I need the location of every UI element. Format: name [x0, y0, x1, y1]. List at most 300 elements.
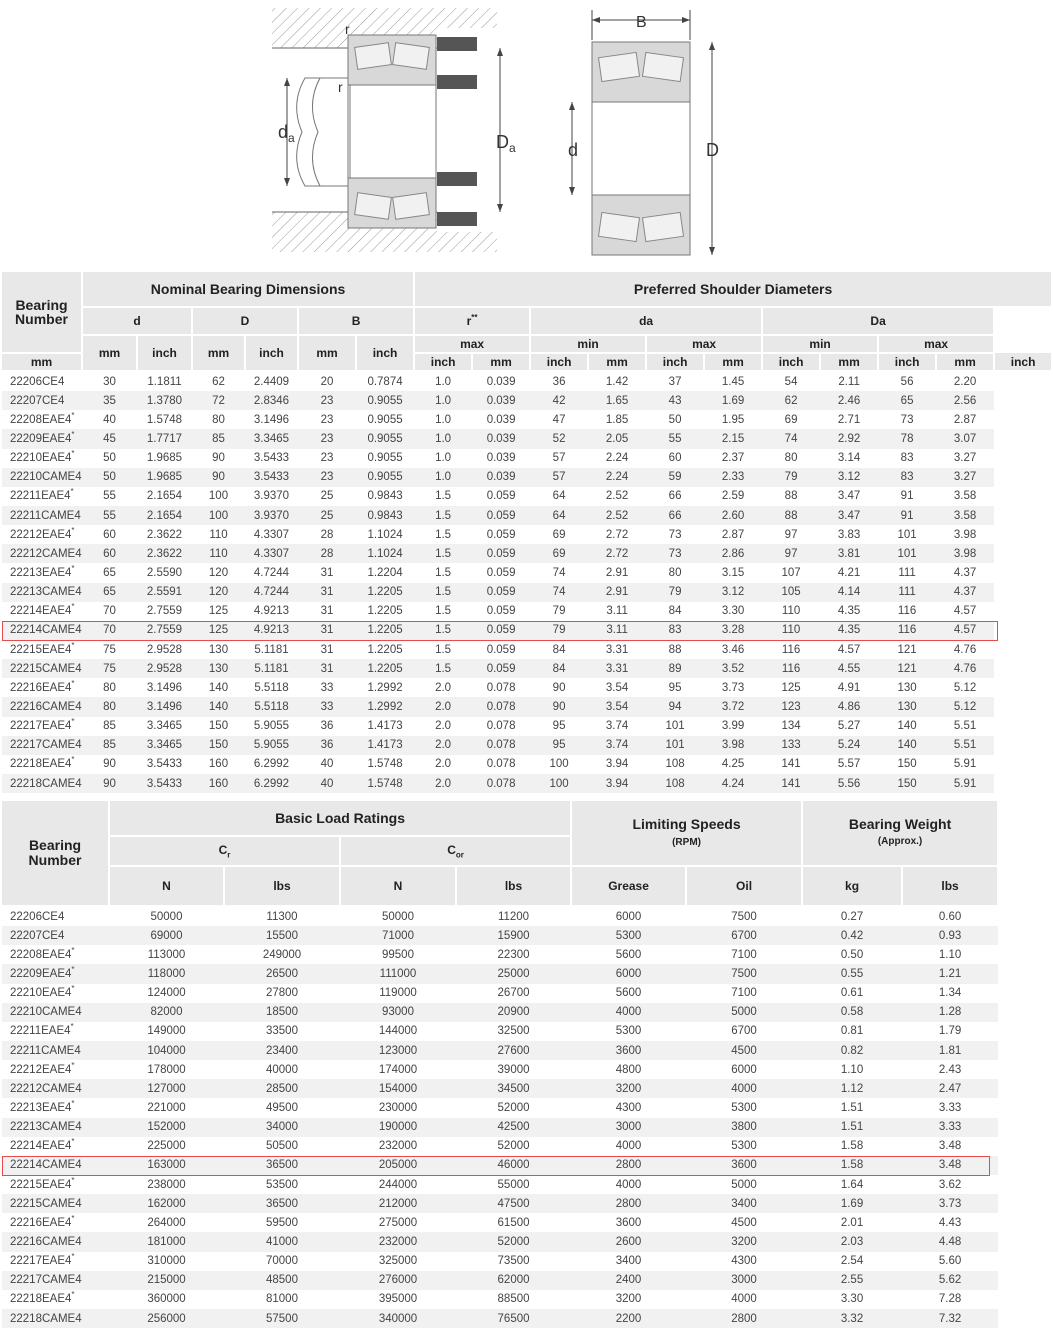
label-da: $d_a$ [278, 122, 295, 145]
header-limiting-speeds: Limiting Speeds (RPM) [571, 801, 802, 866]
header-inch: inch [356, 335, 414, 371]
table-cell: 3.27 [936, 449, 994, 468]
table-cell: 6.2992 [245, 774, 298, 793]
header-Da: Da [762, 307, 994, 335]
table-row [2, 1137, 998, 1156]
table-cell: 79 [646, 583, 704, 602]
header-max: max [646, 335, 762, 353]
table-cell: 91 [878, 487, 936, 506]
bearing-number-cell [2, 1098, 109, 1117]
table-cell: 3.14 [820, 449, 878, 468]
table-cell: 23 [298, 429, 356, 448]
table-cell: 4.9213 [245, 621, 298, 640]
table-cell: 108 [646, 755, 704, 774]
table-cell: 0.059 [472, 640, 530, 659]
bearing-number-cell [2, 563, 82, 582]
table-cell: 3200 [686, 1232, 802, 1251]
table-cell: 28 [298, 544, 356, 563]
table-cell: 0.50 [802, 945, 902, 964]
table-cell: 52000 [456, 1098, 571, 1117]
table-cell: 2200 [571, 1309, 686, 1328]
table-cell: 1.95 [704, 410, 762, 429]
header-mm: mm [82, 335, 137, 371]
table-cell: 1.5 [414, 487, 472, 506]
bearing-number-cell [2, 1194, 109, 1213]
table-cell: 52000 [456, 1232, 571, 1251]
table-row [2, 1290, 998, 1309]
bearing-number: 22210CAME4 [10, 471, 82, 484]
bearing-number-cell [2, 468, 82, 487]
table-cell: 2.24 [588, 449, 646, 468]
table-cell: 3.74 [588, 717, 646, 736]
bearing-number: 22213EAE4 [10, 566, 72, 579]
table-cell: 140 [878, 736, 936, 755]
table-cell: 0.059 [472, 602, 530, 621]
table-cell: 88500 [456, 1290, 571, 1309]
table-cell: 69 [762, 410, 820, 429]
footnote-mark: * [71, 1252, 75, 1262]
bearing-number: 22217CAME4 [10, 739, 82, 752]
header-lbs: lbs [456, 866, 571, 906]
table-cell: 3.94 [588, 774, 646, 793]
table-cell: 69 [530, 544, 588, 563]
table-cell: 3600 [571, 1213, 686, 1232]
table-cell: 2.1654 [137, 487, 192, 506]
table-cell: 150 [192, 736, 245, 755]
table-cell: 3.32 [802, 1309, 902, 1328]
table-cell: 75 [82, 640, 137, 659]
table-cell: 28500 [224, 1079, 340, 1098]
table-cell: 4.37 [936, 563, 994, 582]
table-cell: 123 [762, 697, 820, 716]
header-r: r** [414, 307, 530, 335]
label-B: B [636, 14, 647, 31]
table-cell: 1.5 [414, 525, 472, 544]
table-cell: 43 [646, 391, 704, 410]
table-cell: 1.5 [414, 640, 472, 659]
table-cell: 81000 [224, 1290, 340, 1309]
table-cell: 2.72 [588, 525, 646, 544]
table-cell: 125 [192, 602, 245, 621]
bearing-number: 22210EAE4 [10, 452, 72, 465]
table-cell: 0.039 [472, 429, 530, 448]
table-cell: 1.34 [902, 984, 998, 1003]
table-cell: 0.81 [802, 1022, 902, 1041]
table-cell: 3.33 [902, 1118, 998, 1137]
table-cell: 2800 [571, 1194, 686, 1213]
table-cell: 150 [192, 717, 245, 736]
table-cell: 0.059 [472, 525, 530, 544]
label-r-top: r [345, 21, 350, 37]
table-cell: 1.45 [704, 371, 762, 391]
table-cell: 31 [298, 602, 356, 621]
table-cell: 101 [646, 717, 704, 736]
table-cell: 95 [530, 717, 588, 736]
bearing-number: 22212CAME4 [10, 547, 82, 560]
bearing-number: 22215CAME4 [10, 662, 82, 675]
table-cell: 3.52 [704, 659, 762, 678]
table-row [2, 621, 1052, 640]
table-cell: 3400 [686, 1194, 802, 1213]
table-cell: 65 [82, 583, 137, 602]
table-row [2, 736, 1052, 755]
table-cell: 64 [530, 506, 588, 525]
table-cell: 26700 [456, 984, 571, 1003]
table-cell: 1.0 [414, 371, 472, 391]
table-cell: 80 [82, 697, 137, 716]
table-cell: 1.65 [588, 391, 646, 410]
header-lbs: lbs [224, 866, 340, 906]
table-cell: 50 [82, 468, 137, 487]
bearing-number: 22209EAE4 [10, 967, 72, 980]
header-mm: mm [588, 353, 646, 371]
table-cell: 232000 [340, 1232, 456, 1251]
table-row [2, 984, 998, 1003]
table-row [2, 544, 1052, 563]
table-cell: 0.55 [802, 964, 902, 983]
table-cell: 11200 [456, 906, 571, 926]
table-row [2, 964, 998, 983]
table-cell: 22300 [456, 945, 571, 964]
table-cell: 130 [878, 697, 936, 716]
bearing-number-cell [2, 371, 82, 391]
table-cell: 160 [192, 755, 245, 774]
table-cell: 83 [878, 468, 936, 487]
table-cell: 4.3307 [245, 525, 298, 544]
table-cell: 0.078 [472, 717, 530, 736]
table-cell: 249000 [224, 945, 340, 964]
table-cell: 90 [82, 755, 137, 774]
table-cell: 73 [878, 410, 936, 429]
table-cell: 127000 [109, 1079, 224, 1098]
header-mm: mm [472, 353, 530, 371]
bearing-number: 22211CAME4 [10, 1044, 81, 1057]
table-row [2, 1022, 998, 1041]
header-mm: mm [192, 335, 245, 371]
table-cell: 66 [646, 506, 704, 525]
table-cell: 140 [878, 717, 936, 736]
table-row [2, 640, 1052, 659]
table-cell: 78 [878, 429, 936, 448]
bearing-number: 22206CE4 [10, 910, 65, 923]
table-cell: 26500 [224, 964, 340, 983]
table-cell: 70000 [224, 1252, 340, 1271]
bearing-number-cell [2, 1232, 109, 1251]
table-cell: 40000 [224, 1060, 340, 1079]
table-cell: 0.9843 [356, 487, 414, 506]
table-cell: 1.4173 [356, 736, 414, 755]
table-row [2, 449, 1052, 468]
table-cell: 0.9055 [356, 449, 414, 468]
table-cell: 42500 [456, 1118, 571, 1137]
bearing-number-cell [2, 602, 82, 621]
bearing-number-cell [2, 1271, 109, 1290]
table-cell: 73500 [456, 1252, 571, 1271]
table-cell: 55000 [456, 1175, 571, 1194]
table-row [2, 602, 1052, 621]
table-cell: 2.0 [414, 774, 472, 793]
table-cell: 2.9528 [137, 659, 192, 678]
header-cr: $C_r$ [109, 836, 340, 866]
table-cell: 2.05 [588, 429, 646, 448]
table-row [2, 1060, 998, 1079]
table-cell: 2.86 [704, 544, 762, 563]
table-cell: 0.059 [472, 659, 530, 678]
bearing-number-cell [2, 755, 82, 774]
table-cell: 121 [878, 640, 936, 659]
bearing-number-cell [2, 525, 82, 544]
table-cell: 60 [82, 544, 137, 563]
table-cell: 2.0 [414, 736, 472, 755]
table-cell: 61500 [456, 1213, 571, 1232]
table-cell: 100 [530, 755, 588, 774]
table-cell: 134 [762, 717, 820, 736]
table-cell: 120 [192, 563, 245, 582]
table-cell: 2.59 [704, 487, 762, 506]
header-inch: inch [530, 353, 588, 371]
bearing-number: 22218EAE4 [10, 758, 72, 771]
table-cell: 41000 [224, 1232, 340, 1251]
table-cell: 1.0 [414, 429, 472, 448]
table-cell: 3.54 [588, 678, 646, 697]
table-cell: 3600 [571, 1041, 686, 1060]
table-cell: 2.60 [704, 506, 762, 525]
table-cell: 100 [192, 487, 245, 506]
table-cell: 3.47 [820, 487, 878, 506]
header-min: min [530, 335, 646, 353]
bearing-number: 22216EAE4 [10, 681, 72, 694]
bearing-number: 22212EAE4 [10, 528, 72, 541]
table-cell: 70 [82, 621, 137, 640]
table-cell: 4.48 [902, 1232, 998, 1251]
table-cell: 88 [762, 506, 820, 525]
table-cell: 212000 [340, 1194, 456, 1213]
table-cell: 3.30 [704, 602, 762, 621]
table-cell: 3.9370 [245, 506, 298, 525]
table-cell: 4000 [571, 1175, 686, 1194]
table-cell: 101 [878, 544, 936, 563]
header-d: d [82, 307, 192, 335]
section-drawing [568, 10, 719, 255]
bearing-number-cell [2, 1156, 109, 1175]
table-cell: 1.5 [414, 602, 472, 621]
table-row [2, 906, 998, 926]
table-cell: 50 [646, 410, 704, 429]
table-cell: 0.078 [472, 736, 530, 755]
bearing-number-cell [2, 429, 82, 448]
table-cell: 5.9055 [245, 736, 298, 755]
table-cell: 90 [530, 678, 588, 697]
table-cell: 2.55 [802, 1271, 902, 1290]
table-cell: 5.5118 [245, 678, 298, 697]
table-cell: 1.1811 [137, 371, 192, 391]
table-cell: 0.61 [802, 984, 902, 1003]
table-cell: 118000 [109, 964, 224, 983]
bearing-number-cell [2, 964, 109, 983]
table-cell: 89 [646, 659, 704, 678]
table-cell: 4500 [686, 1213, 802, 1232]
table-cell: 32500 [456, 1022, 571, 1041]
load-ratings-table [2, 801, 999, 1328]
table-cell: 57500 [224, 1309, 340, 1328]
table-cell: 3.47 [820, 506, 878, 525]
table-row [2, 468, 1052, 487]
bearing-number: 22218EAE4 [10, 1293, 72, 1306]
table-cell: 105 [762, 583, 820, 602]
table-cell: 74 [530, 563, 588, 582]
table-cell: 5.12 [936, 697, 994, 716]
table-cell: 2400 [571, 1271, 686, 1290]
table-cell: 95 [646, 678, 704, 697]
footnote-mark: * [71, 1099, 75, 1109]
table-cell: 163000 [109, 1156, 224, 1175]
table-cell: 141 [762, 774, 820, 793]
table-cell: 5.56 [820, 774, 878, 793]
bearing-number-cell [2, 583, 82, 602]
table-cell: 2.71 [820, 410, 878, 429]
table-cell: 123000 [340, 1041, 456, 1060]
bearing-number-cell [2, 621, 82, 640]
table-cell: 62000 [456, 1271, 571, 1290]
table-cell: 3.3465 [137, 717, 192, 736]
footnote-mark: * [70, 487, 74, 497]
bearing-number: 22214CAME4 [10, 1159, 82, 1172]
header-lbs: lbs [902, 866, 998, 906]
bearing-number-cell [2, 984, 109, 1003]
table-cell: 2.3622 [137, 544, 192, 563]
table-cell: 3.46 [704, 640, 762, 659]
bearing-number: 22207CE4 [10, 394, 65, 407]
table-cell: 111 [878, 563, 936, 582]
bearing-number: 22214EAE4 [10, 1140, 72, 1153]
table-cell: 4.91 [820, 678, 878, 697]
footnote-mark: * [71, 946, 75, 956]
table-cell: 4.24 [704, 774, 762, 793]
header-N: N [340, 866, 456, 906]
table-cell: 3.58 [936, 487, 994, 506]
table-cell: 23 [298, 468, 356, 487]
table-cell: 1.5748 [356, 755, 414, 774]
table-cell: 1.42 [588, 371, 646, 391]
table-cell: 3.31 [588, 640, 646, 659]
table-cell: 111 [878, 583, 936, 602]
dimensions-table-body [2, 371, 1052, 793]
table-cell: 0.059 [472, 621, 530, 640]
table-cell: 130 [192, 640, 245, 659]
table-cell: 5600 [571, 984, 686, 1003]
table-cell: 50500 [224, 1137, 340, 1156]
table-row [2, 717, 1052, 736]
table-cell: 73 [646, 544, 704, 563]
table-cell: 0.82 [802, 1041, 902, 1060]
header-max: max [878, 335, 994, 353]
table-cell: 18500 [224, 1003, 340, 1022]
table-row [2, 429, 1052, 448]
header-bearing-weight: Bearing Weight (Approx.) [802, 801, 998, 866]
table-cell: 230000 [340, 1098, 456, 1117]
table-cell: 3.98 [704, 736, 762, 755]
table-row [2, 1156, 998, 1175]
bearing-number-cell [2, 678, 82, 697]
table-row [2, 1175, 998, 1194]
table-cell: 4.7244 [245, 563, 298, 582]
table-cell: 39000 [456, 1060, 571, 1079]
table-cell: 83 [878, 449, 936, 468]
table-cell: 1.9685 [137, 449, 192, 468]
table-cell: 4000 [686, 1290, 802, 1309]
table-row [2, 1271, 998, 1290]
table-cell: 3200 [571, 1079, 686, 1098]
table-cell: 6000 [571, 964, 686, 983]
table-cell: 5.5118 [245, 697, 298, 716]
table-cell: 15500 [224, 926, 340, 945]
header-inch: inch [245, 335, 298, 371]
table-cell: 90 [192, 468, 245, 487]
table-cell: 1.2992 [356, 678, 414, 697]
bearing-number-cell [2, 640, 82, 659]
table-cell: 25000 [456, 964, 571, 983]
table-cell: 133 [762, 736, 820, 755]
table-cell: 310000 [109, 1252, 224, 1271]
table-cell: 2600 [571, 1232, 686, 1251]
dimensions-table [2, 272, 1053, 793]
table-cell: 149000 [109, 1022, 224, 1041]
header-da: da [530, 307, 762, 335]
table-cell: 5.12 [936, 678, 994, 697]
table-cell: 0.42 [802, 926, 902, 945]
table-cell: 79 [530, 621, 588, 640]
header-bearing-number: Bearing Number [2, 801, 109, 906]
header-kg: kg [802, 866, 902, 906]
bearing-number: 22211CAME4 [10, 509, 81, 522]
table-cell: 3.81 [820, 544, 878, 563]
table-cell: 1.2205 [356, 602, 414, 621]
table-cell: 3.73 [704, 678, 762, 697]
table-cell: 69000 [109, 926, 224, 945]
table-cell: 3.5433 [137, 774, 192, 793]
table-cell: 60 [646, 449, 704, 468]
table-cell: 121 [878, 659, 936, 678]
bearing-number-cell [2, 1003, 109, 1022]
table-cell: 6000 [571, 906, 686, 926]
table-cell: 1.85 [588, 410, 646, 429]
table-cell: 3.07 [936, 429, 994, 448]
table-cell: 3.28 [704, 621, 762, 640]
table-row [2, 1213, 998, 1232]
bearing-number: 22210CAME4 [10, 1006, 82, 1019]
bearing-number: 22213CAME4 [10, 1121, 82, 1134]
table-cell: 76500 [456, 1309, 571, 1328]
table-row [2, 659, 1052, 678]
bearing-number: 22216CAME4 [10, 1235, 82, 1248]
table-cell: 84 [646, 602, 704, 621]
table-cell: 47500 [456, 1194, 571, 1213]
table-cell: 79 [762, 468, 820, 487]
table-row [2, 1003, 998, 1022]
table-cell: 3.30 [802, 1290, 902, 1309]
header-cor: $C_{or}$ [340, 836, 571, 866]
table-cell: 65 [82, 563, 137, 582]
table-cell: 2.52 [588, 506, 646, 525]
footnote-mark: * [71, 1290, 75, 1300]
table-cell: 101 [646, 736, 704, 755]
table-cell: 57 [530, 468, 588, 487]
table-cell: 31 [298, 659, 356, 678]
table-cell: 31 [298, 583, 356, 602]
table-cell: 1.51 [802, 1098, 902, 1117]
table-cell: 2.0 [414, 678, 472, 697]
table-cell: 33 [298, 697, 356, 716]
